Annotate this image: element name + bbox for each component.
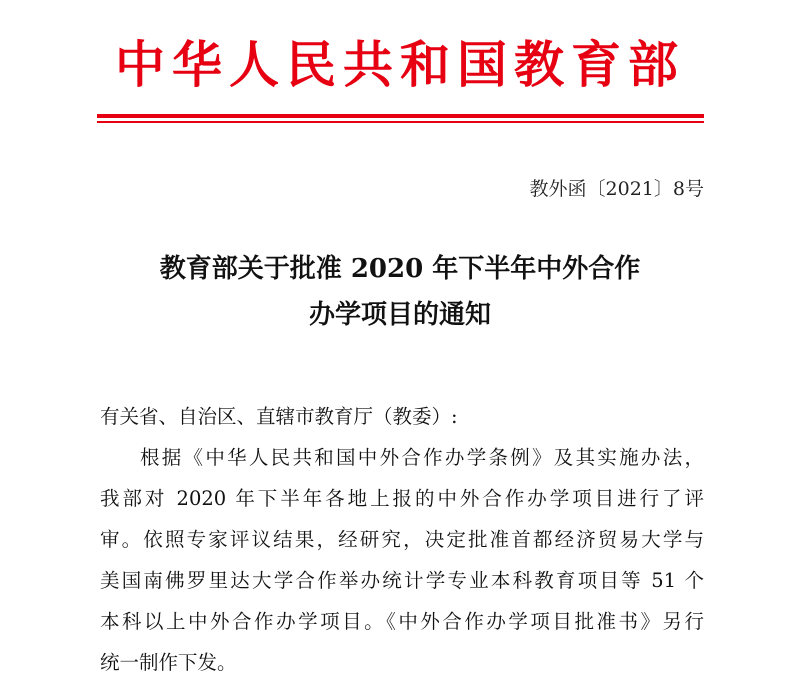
document-title (0, 246, 800, 338)
body-line: 审。依照专家评议结果，经研究，决定批准首都经济贸易大学与 (100, 528, 704, 551)
body-line: 本科以上中外合作办学项目。《中外合作办学项目批准书》另行 (100, 610, 704, 633)
title-line-2: 办学项目的通知 (308, 300, 491, 330)
header-rule-thick (97, 114, 704, 118)
body-line: 美国南佛罗里达大学合作举办统计学专业本科教育项目等 51 个 (100, 569, 704, 592)
document-number: 教外函〔2021〕8号 (529, 178, 704, 200)
header-rule-thin (97, 121, 704, 123)
body-line: 统一制作下发。 (100, 651, 237, 674)
issuer-header: 中华人民共和国教育部 (115, 36, 685, 94)
title-line-1: 教育部关于批准 2020 年下半年中外合作 (159, 254, 641, 284)
body-line: 根据《中华人民共和国中外合作办学条例》及其实施办法， (140, 446, 704, 469)
salutation: 有关省、自治区、直辖市教育厅（教委）: (100, 405, 458, 428)
body-line: 我部对 2020 年下半年各地上报的中外合作办学项目进行了评 (100, 487, 704, 510)
document-body (100, 396, 704, 683)
